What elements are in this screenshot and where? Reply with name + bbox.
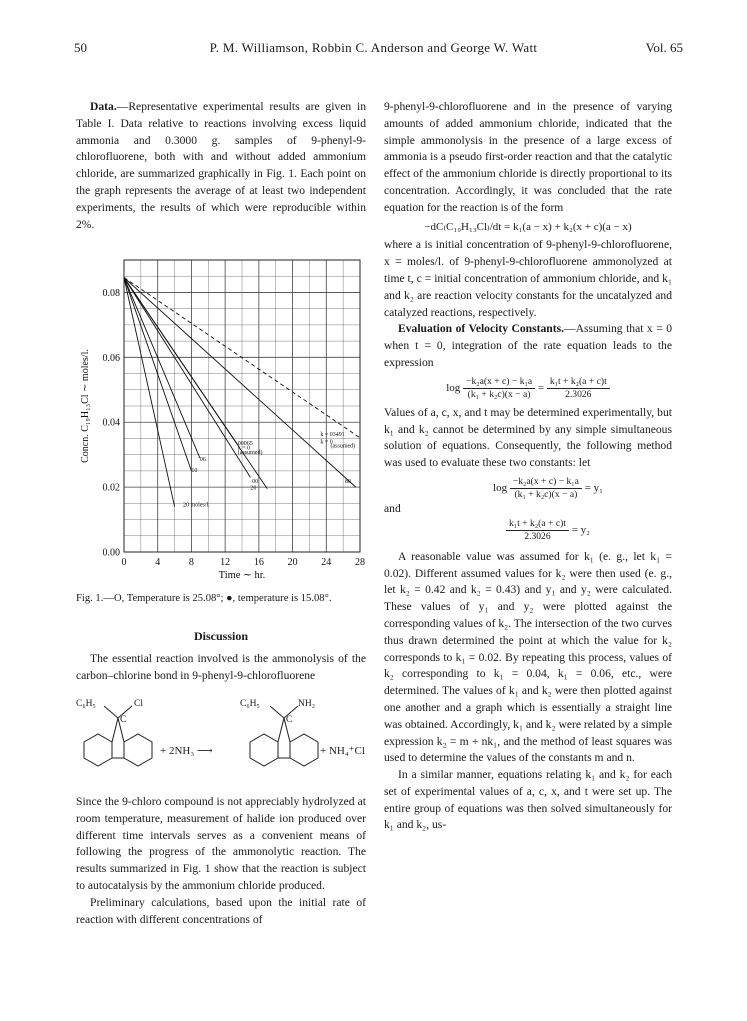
benzene-ring-left-a [84,734,112,766]
eq2-den2: 2.3026 [565,388,592,400]
x-tick-label: 0 [121,557,127,568]
rxn-byproduct: + NH₄⁺Cl [320,745,365,757]
rxn-carbon-left: C [120,715,127,725]
x-tick-label: 20 [287,557,298,568]
series-line-4 [124,278,200,458]
y-tick-label: 0.02 [102,482,120,494]
left-column-top [76,99,366,233]
x-tick-label: 28 [355,557,365,568]
reasonable-paragraph: A reasonable value was assumed for k₁ (e. g., let k₁ = 0.02). Different assumed values for k₂ were then used (e. g., let k₂ = 0.42 and k₂ = 0.43) and y₁ and y₂ were calculated. These values of y₁ and y₂ were plotted against the corresponding values of k₂. The intersection of the two curves thus drawn determined the point at which the value for k₂ corresponds to k₁ = 0.02. By repeating this process, values of k₂ corresponding to k₁ = 0.04, k₁ = 0.06, etc., were determined. The values of k₁ and k₂ were then plotted against one another and a graph which is essentially a straight line was obtained. Accordingly, k₁ and k₂ were related by a simple expression k₂ = m + nk₁, and the method of least squares was used to determine the values of the constants m and n. [384,549,672,765]
annotation-label: k = 0 [320,439,333,446]
annotation-label: 06 [199,457,206,464]
series-line-6 [124,278,175,507]
rxn-reagent: + 2NH₃ ⟶ [160,745,213,757]
benzene-ring-right-a [250,734,278,766]
eval-heading: Evaluation of Velocity Constants. [398,322,564,336]
y-tick-label: 0.06 [102,352,120,364]
benzene-ring-left-b [124,734,152,766]
annotation-label: (assumed) [237,450,263,457]
eq3-rhs: = y₁ [584,481,603,494]
rate-intro-paragraph: 9-phenyl-9-chlorofluorene and in the presence of varying amounts of added ammonium chloride, indicated that the simple ammonolysis in the presence of a large excess of ammonia is a pseudo first-order reaction and that the catalytic effect of the ammonium chloride is directly proportional to its concentration. Accordingly, it was concluded that the rate equation for the reaction is of the form [384,100,672,214]
values-paragraph: Values of a, c, x, and t may be determined experimentally, but k₁ and k₂ cannot be determined by any simple simultaneous solution of equations. Consequently, the following method was used to evaluate these two constants: let [384,405,672,470]
right-column [384,99,672,834]
data-paragraph: —Representative experimental results are given in Table I. Data relative to reactions involving excess liquid ammonia and 0.3000 g. samples of 9-phenyl-9-chlorofluorene, both with and without added ammonium chloride, are summarized graphically in Fig. 1. Each point on the graph represents the average of at least two independent experiments, the results of which were reproducible within 2%. [76,100,366,231]
annotation-label: 20 moles/l. [183,502,210,509]
page-number: 50 [74,40,87,55]
y-tick-label: 0.08 [102,287,120,299]
left-column-bottom [76,794,366,928]
rate-equation: −dC₍C₁₉H₁₃Cl₎/dt = k₁(a − x) + k₂(x + c)(a − x) [424,220,632,233]
fig1-chart [72,252,372,597]
y2-equation [424,518,672,543]
series-line-7 [124,278,238,445]
annotation-label: 00065 [237,440,253,447]
running-header: P. M. Williamson, Robbin C. Anderson and George W. Watt [209,40,538,55]
x-tick-label: 8 [188,557,194,568]
similar-paragraph: In a similar manner, equations relating k₁ and k₂ for each set of experimental values of a, c, x, and t were set up. The entire group of equations was then solved simultaneously for k₁ and k₂, us- [384,768,672,832]
x-tick-label: 4 [155,557,161,568]
where-paragraph: where a is initial concentration of 9-phenyl-9-chlorofluorene, x = moles/l. of 9-phenyl-9-chlorofluorene ammonolyzed at time t, c = initial concentration of ammonium chloride, and k₁ and k₂ are reaction velocity constants for the uncatalyzed and catalyzed reactions, respectively. [384,238,672,319]
eq2-log: log [446,381,461,394]
data-heading: Data. [90,100,117,113]
reaction-scheme [74,698,370,792]
discussion-block [76,628,366,684]
eq4-den: 2.3026 [524,530,551,542]
y-axis-label: Concn. C₁₉H₁₃Cl ∼ moles/l. [80,349,91,463]
integrated-equation [384,376,672,401]
eq3-den: (k₁ + k₂c)(x − a) [514,488,578,500]
eq4-num: k₁t + k₂(a + c)t [506,518,569,531]
prelim-paragraph: Preliminary calculations, based upon the initial rate of reaction with different concentrations of [76,895,366,926]
discussion-heading: Discussion [193,629,249,643]
and-word: and [384,501,401,515]
annotation-label: 10 [191,468,198,475]
y1-equation [424,476,672,501]
eq3-num: −k₂a(x + c) − k₁a [510,476,582,489]
fig1-caption: Fig. 1.—O, Temperature is 25.08°; ●, temperature is 15.08°. [76,593,332,604]
eq3-log: log [493,481,508,494]
since-paragraph: Since the 9-chloro compound is not appreciably hydrolyzed at room temperature, measurement of halide ion produced over different time intervals serves as a convenient means of following the progress of the ammonolytic reaction. The results summarized in Fig. 1 show that the reaction is subject to autocatalysis by the ammonium chloride produced. [76,795,366,892]
x-tick-label: 12 [220,557,231,568]
eq2-num1: −k₂a(x + c) − k₁a [463,376,535,389]
annotation-label: 20 [250,485,257,492]
annotation-label: 80 [344,479,351,486]
y-tick-label: 0.04 [102,417,120,429]
eq4-rhs: = y₂ [571,523,590,536]
rxn-chloro: Cl [134,699,143,709]
benzene-ring-right-b [290,734,318,766]
rxn-carbon-right: C [286,715,293,725]
annotation-label: (assumed) [330,443,356,450]
annotation-label: k = 0 [237,445,251,452]
x-tick-label: 16 [253,557,264,568]
volume-label: Vol. 65 [645,40,683,55]
series-line-2 [124,278,250,478]
annotation-label: 00 [252,479,259,486]
y-tick-label: 0.00 [102,547,120,559]
eval-paragraph: —Assuming that x = 0 when t = 0, integration of the rate equation leads to the expression [384,322,673,369]
eq2-equals: = [537,381,545,394]
eq2-num2: k₁t + k₂(a + c)t [547,376,610,389]
x-axis-label: Time ∼ hr. [218,570,266,581]
rxn-phenyl-right: C₆H₅ [240,699,260,709]
eq2-den1: (k₁ + k₂c)(x − a) [467,388,531,400]
x-tick-label: 24 [321,557,332,568]
rxn-phenyl-left: C₆H₅ [76,699,96,709]
annotation-label: k = 03491 [320,431,345,438]
rxn-amino: NH₂ [298,699,316,709]
discussion-paragraph: The essential reaction involved is the ammonolysis of the carbon–chlorine bond in 9-phenyl-9-chlorofluorene [76,651,366,682]
